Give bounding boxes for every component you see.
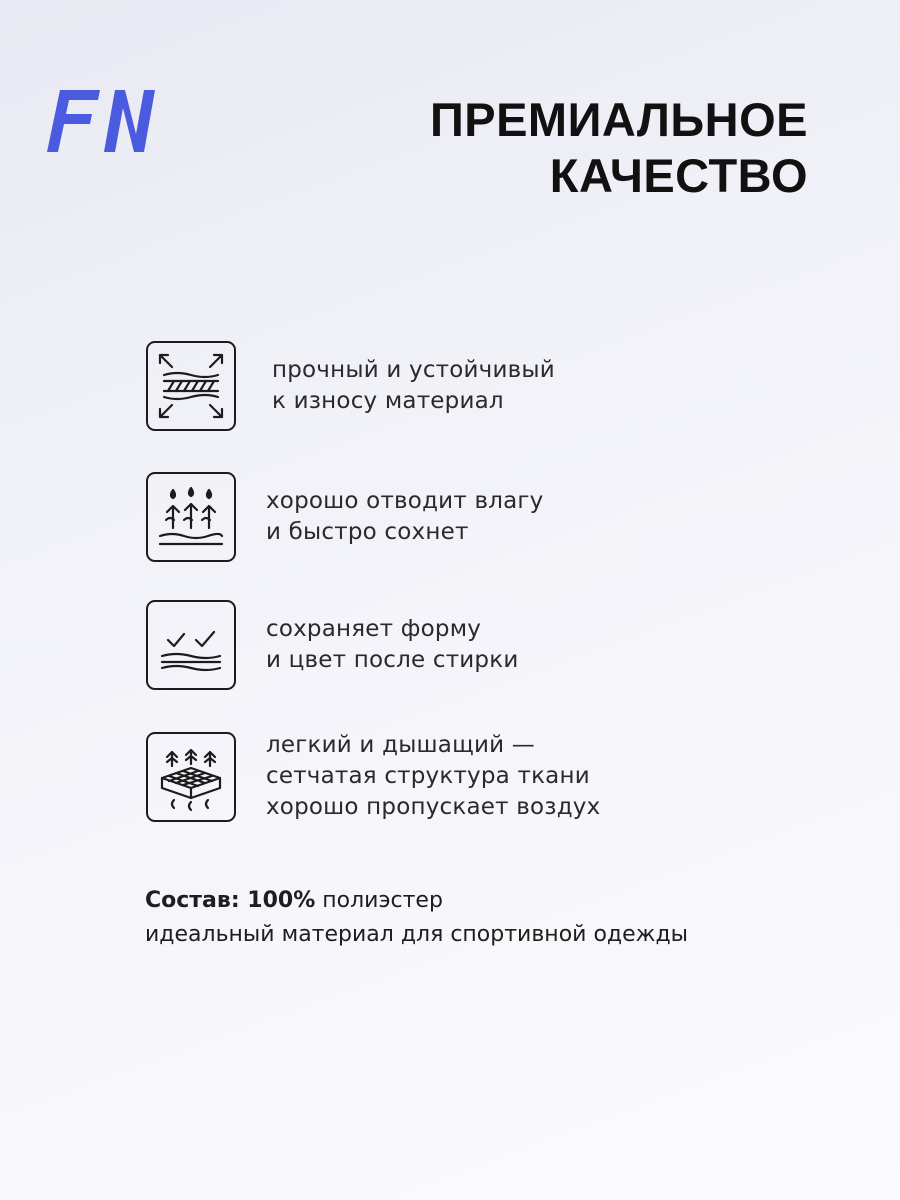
feature-text [272,355,555,417]
feature-line: и цвет после стирки [266,647,519,673]
feature-text [266,730,600,823]
breathable-mesh-icon [146,732,236,822]
feature-breathable [146,730,600,823]
page-title [430,92,808,204]
feature-line: прочный и устойчивый [272,357,555,383]
feature-moisture [146,472,543,562]
feature-shape-retention [146,600,518,690]
feature-line: и быстро сохнет [266,519,469,545]
composition-label: Состав: 100% [145,888,316,913]
moisture-wicking-icon [146,472,236,562]
feature-text [266,614,518,676]
composition-value: полиэстер [315,888,443,913]
title-line-1: ПРЕМИАЛЬНОЕ [429,93,808,146]
check-fabric-icon [146,600,236,690]
composition-line [145,884,688,918]
feature-line: хорошо отводит влагу [266,488,544,514]
feature-text [266,486,543,548]
feature-durable [146,341,555,431]
feature-line: сохраняет форму [266,616,482,642]
composition-info [145,884,688,952]
feature-line: легкий и дышащий — [266,732,535,758]
feature-line: хорошо пропускает воздух [266,794,601,820]
title-line-2: КАЧЕСТВО [549,149,808,202]
fabric-stretch-icon [146,341,236,431]
brand-logo [38,82,162,160]
composition-note: идеальный материал для спортивной одежды [145,922,689,947]
feature-line: к износу материал [272,388,504,414]
feature-line: сетчатая структура ткани [266,763,590,789]
